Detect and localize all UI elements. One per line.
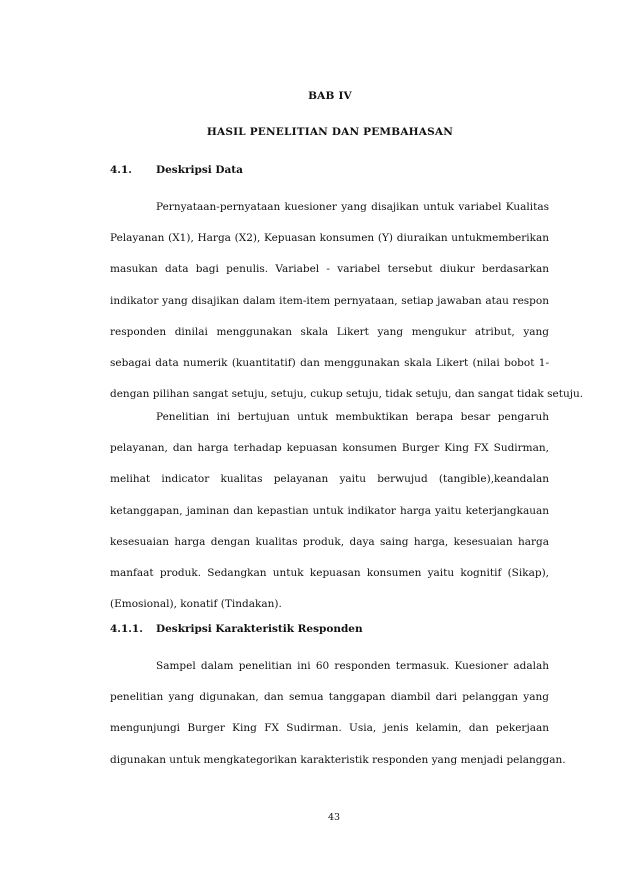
paragraph-line: Pernyataan-pernyataan kuesioner yang disajikan untuk variabel Kualitas bbox=[156, 201, 549, 213]
paragraph-line: kesesuaian harga dengan kualitas produk, daya saing harga, kesesuaian harga bbox=[110, 535, 549, 548]
section-heading bbox=[110, 164, 243, 176]
paragraph-line: pelayanan, dan harga terhadap kepuasan konsumen Burger King FX Sudirman, bbox=[110, 442, 549, 455]
paragraph-2 bbox=[110, 402, 549, 620]
paragraph-3 bbox=[110, 651, 566, 776]
paragraph-line: melihat indicator kualitas pelayanan yaitu berwujud (tangible),keandalan bbox=[110, 473, 549, 486]
chapter-title: HASIL PENELITIAN DAN PEMBAHASAN bbox=[206, 126, 454, 138]
paragraph-line: Pelayanan (X1), Harga (X2), Kepuasan konsumen (Y) diuraikan untukmemberikan bbox=[110, 232, 549, 245]
paragraph-line: indikator yang disajikan dalam item-item pernyataan, setiap jawaban atau respon bbox=[110, 294, 549, 307]
subsection-number: 4.1.1. bbox=[110, 623, 143, 635]
chapter-heading: BAB IV bbox=[308, 90, 352, 102]
paragraph-line: penelitian yang digunakan, dan semua tanggapan diambil dari pelanggan yang bbox=[110, 691, 549, 704]
section-title: Deskripsi Data bbox=[156, 164, 243, 176]
paragraph-line: ketanggapan, jaminan dan kepastian untuk indikator harga yaitu keterjangkauan bbox=[110, 504, 549, 517]
paragraph-line: masukan data bagi penulis. Variabel - variabel tersebut diukur berdasarkan bbox=[110, 263, 549, 276]
paragraph-line: sebagai data numerik (kuantitatif) dan menggunakan skala Likert (nilai bobot 1- bbox=[110, 356, 549, 369]
paragraph-line: Penelitian ini bertujuan untuk membuktikan berapa besar pengaruh bbox=[156, 411, 549, 423]
paragraph-line: (Emosional), konatif (Tindakan). bbox=[110, 598, 282, 611]
paragraph-line: mengunjungi Burger King FX Sudirman. Usia, jenis kelamin, dan pekerjaan bbox=[110, 722, 549, 735]
paragraph-line: digunakan untuk mengkategorikan karakteristik responden yang menjadi pelanggan. bbox=[110, 753, 566, 766]
paragraph-line: responden dinilai menggunakan skala Likert yang mengukur atribut, yang bbox=[110, 325, 549, 338]
paragraph-line: Sampel dalam penelitian ini 60 responden termasuk. Kuesioner adalah bbox=[156, 660, 549, 672]
paragraph-1 bbox=[110, 192, 584, 410]
subsection-title: Deskripsi Karakteristik Responden bbox=[156, 623, 363, 635]
paragraph-line: manfaat produk. Sedangkan untuk kepuasan konsumen yaitu kognitif (Sikap), bbox=[110, 566, 549, 579]
page-number: 43 bbox=[327, 812, 341, 823]
section-number: 4.1. bbox=[110, 164, 132, 176]
subsection-heading bbox=[110, 623, 363, 635]
paragraph-line: dengan pilihan sangat setuju, setuju, cukup setuju, tidak setuju, dan sangat tidak setuju. bbox=[110, 388, 584, 401]
